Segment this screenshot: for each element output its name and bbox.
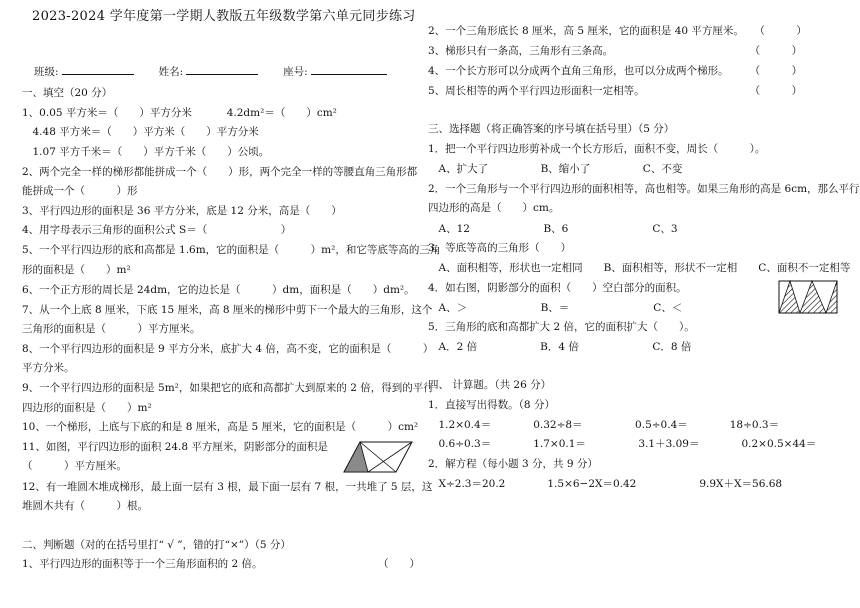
question-line: 3、平行四边形的面积是 36 平方分米，底是 12 分米，高是（ ） xyxy=(22,205,342,217)
page-title: 2023-2024 学年度第一学期人教版五年级数学第六单元同步练习 xyxy=(32,9,416,24)
name-field[interactable] xyxy=(186,64,258,75)
question-line: 4、用字母表示三角形的面积公式 S＝（ ） xyxy=(22,224,292,236)
options-line: A、面积相等，形状也一定相同 B、面积相等，形状不一定相 C、面积不一定相等 xyxy=(428,262,851,274)
section-fill-blank-heading: 一、填空（20 分） xyxy=(22,87,113,99)
parallelogram-figure xyxy=(342,440,414,474)
question-line: 1．把一个平行四边形剪补成一个长方形后，面积不变，周长（ ）。 xyxy=(428,143,766,155)
options-line: A、扩大了 B、缩小了 C、不变 xyxy=(428,163,683,175)
calc-row: 0.6÷0.3＝ 1.7×0.1＝ 3.1＋3.09＝ 0.2×0.5×44＝ xyxy=(428,438,817,450)
seat-field[interactable] xyxy=(311,64,387,75)
question-line: 3、梯形只有一条高，三角形有三条高。 （ ） xyxy=(428,45,803,57)
name-label: 姓名: xyxy=(158,66,184,78)
question-line: 1．直接写出得数。（8 分） xyxy=(428,399,555,411)
section-choice-heading: 三、选择题（将正确答案的序号填在括号里）（5 分） xyxy=(428,123,675,135)
question-line: 2、两个完全一样的梯形都能拼成一个（ ）形，两个完全一样的等腰直角三角形都 xyxy=(22,166,418,178)
seat-label: 座号: xyxy=(283,66,308,78)
question-line: 平方分米。 xyxy=(22,362,75,374)
question-line: 5、周长相等的两个平行四边形面积一定相等。 （ ） xyxy=(428,85,803,97)
question-line: 8、一个平行四边形的面积是 9 平方分米，底扩大 4 倍，高不变，它的面积是（ ） xyxy=(22,343,434,355)
question-line: 四边形的面积是（ ）m² xyxy=(22,402,152,414)
question-line: 4.48 平方米＝（ ）平方米（ ）平方分米 xyxy=(22,126,259,138)
question-line: 5、一个平行四边形的底和高都是 1.6m，它的面积是（ ）m²，和它等底等高的三角 xyxy=(22,244,441,256)
question-line: 7、从一个上底 8 厘米，下底 15 厘米，高 8 厘米的梯形中剪下一个最大的三角形，这个 xyxy=(22,304,433,316)
question-line: 形的面积是（ ）m² xyxy=(22,264,131,276)
question-line: 3．等底等高的三角形（ ） xyxy=(428,242,572,254)
class-label: 班级: xyxy=(34,66,59,78)
question-line: 1.07 平方千米＝（ ）平方千米（ ）公顷。 xyxy=(22,146,270,158)
section-true-false-heading: 二、判断题（对的在括号里打“ √ ”，错的打“×”）（5 分） xyxy=(22,539,291,551)
question-line: 堆圆木共有（ ）根。 xyxy=(22,500,148,512)
question-line: 2、一个三角形底长 8 厘米，高 5 厘米，它的面积是 40 平方厘米。 （ ） xyxy=(428,25,807,37)
question-line: 5．三角形的底和高都扩大 2 倍，它的面积扩大（ ）。 xyxy=(428,321,695,333)
question-line: 2．一个三角形与一个平行四边形的面积相等，高也相等。如果三角形的高是 6cm，那么平行 xyxy=(428,183,860,195)
question-line: 10、一个梯形，上底与下底的和是 8 厘米，高是 5 厘米，它的面积是（ ）cm² xyxy=(22,421,419,433)
question-line: （ ）平方厘米。 xyxy=(22,460,127,472)
shaded-rectangle-figure xyxy=(778,280,838,314)
section-calculation-heading: 四、 计算题。（共 26 分） xyxy=(428,379,552,391)
question-line: 1、0.05 平方米＝（ ）平方分米 4.2dm²＝（ ）cm² xyxy=(22,107,337,119)
question-line: 三角形的面积是（ ）平方厘米。 xyxy=(22,323,201,335)
question-line: 1、平行四边形的面积等于一个三角形面积的 2 倍。 （ ） xyxy=(22,558,421,570)
calc-row: 1.2×0.4＝ 0.32÷8＝ 0.5÷0.4＝ 18÷0.3＝ xyxy=(428,419,780,431)
question-line: 4．如右图，阴影部分的面积（ ）空白部分的面积。 xyxy=(428,282,687,294)
question-line: 11、如图，平行四边形的面积 24.8 平方厘米，阴影部分的面积是 xyxy=(22,441,328,453)
equation-row: X÷2.3＝20.2 1.5×6−2X＝0.42 9.9X＋X＝56.68 xyxy=(428,478,783,490)
options-line: A、＞ B、＝ C、＜ xyxy=(428,302,683,314)
options-line: A、12 B、6 C、3 xyxy=(428,223,678,235)
question-line: 能拼成一个（ ）形 xyxy=(22,185,138,197)
question-line: 4、一个长方形可以分成两个直角三角形，也可以分成两个梯形。 （ ） xyxy=(428,65,803,77)
question-line: 6、一个正方形的周长是 24dm，它的边长是（ ）dm，面积是（ ）dm²。 xyxy=(22,284,415,296)
class-field[interactable] xyxy=(62,64,134,75)
question-line: 四边形的高是（ ）cm。 xyxy=(428,202,560,214)
student-info-row xyxy=(34,64,387,79)
options-line: A．2 倍 B．4 倍 C．8 倍 xyxy=(428,341,692,353)
question-line: 2．解方程（每小题 3 分，共 9 分） xyxy=(428,458,598,470)
question-line: 9、一个平行四边形的面积是 5m²，如果把它的底和高都扩大到原来的 2 倍，得到的平行 xyxy=(22,382,434,394)
question-line: 12、有一堆圆木堆成梯形，最上面一层有 3 根，最下面一层有 7 根，一共堆了 5 层，这 xyxy=(22,481,433,493)
